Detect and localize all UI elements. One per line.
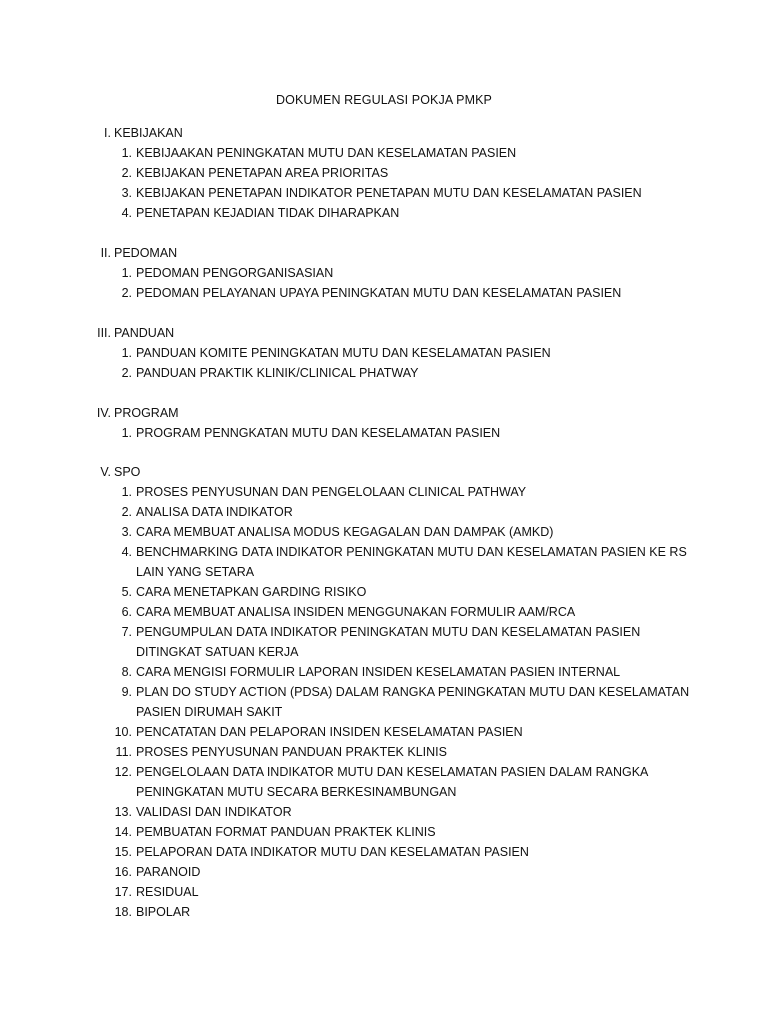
item-number: 13.: [114, 805, 132, 819]
section-label: SPO: [114, 465, 141, 479]
item-number: 2.: [121, 286, 132, 300]
item-number: 1.: [121, 146, 132, 160]
item-text: PEMBUATAN FORMAT PANDUAN PRAKTEK KLINIS: [136, 825, 436, 839]
item-text: PENETAPAN KEJADIAN TIDAK DIHARAPKAN: [136, 206, 400, 220]
list-item: [0, 862, 768, 882]
section-heading: [0, 323, 768, 343]
list-item: [0, 602, 768, 622]
list-item: [0, 802, 768, 822]
item-number: 10.: [114, 725, 132, 739]
item-text: RESIDUAL: [136, 885, 199, 899]
section-program: [0, 403, 768, 443]
list-item: [0, 343, 768, 363]
item-text: VALIDASI DAN INDIKATOR: [136, 805, 292, 819]
document-title: DOKUMEN REGULASI POKJA PMKP: [276, 93, 492, 107]
list-item: [0, 662, 768, 682]
item-number: 2.: [121, 166, 132, 180]
section-kebijakan: [0, 123, 768, 223]
item-text: PEDOMAN PENGORGANISASIAN: [136, 266, 334, 280]
item-text: KEBIJAAKAN PENINGKATAN MUTU DAN KESELAMATAN PASIEN: [136, 146, 517, 160]
section-heading: [0, 123, 768, 143]
item-text: KEBIJAKAN PENETAPAN INDIKATOR PENETAPAN MUTU DAN KESELAMATAN PASIEN: [136, 186, 642, 200]
item-number: 15.: [114, 845, 132, 859]
list-item: [0, 283, 768, 303]
item-number: 17.: [114, 885, 132, 899]
item-text: BIPOLAR: [136, 905, 191, 919]
section-numeral: V.: [100, 465, 111, 479]
list-item: [0, 582, 768, 602]
section-item-list: [0, 423, 768, 443]
list-item: [0, 822, 768, 842]
list-item: [0, 203, 768, 223]
item-text: KEBIJAKAN PENETAPAN AREA PRIORITAS: [136, 166, 389, 180]
section-item-list: [0, 343, 768, 383]
section-numeral: II.: [100, 246, 111, 260]
list-item: [0, 742, 768, 762]
item-text: PROSES PENYUSUNAN DAN PENGELOLAAN CLINICAL PATHWAY: [136, 485, 527, 499]
item-number: 3.: [121, 525, 132, 539]
item-number: 18.: [114, 905, 132, 919]
item-number: 16.: [114, 865, 132, 879]
item-number: 8.: [121, 665, 132, 679]
item-number: 6.: [121, 605, 132, 619]
item-text: CARA MEMBUAT ANALISA INSIDEN MENGGUNAKAN FORMULIR AAM/RCA: [136, 605, 576, 619]
list-item: [0, 522, 768, 542]
list-item: [0, 263, 768, 283]
item-number: 2.: [121, 505, 132, 519]
item-number: 9.: [121, 685, 132, 699]
section-spo: [0, 462, 768, 922]
list-item: [0, 722, 768, 742]
list-item: [0, 482, 768, 502]
item-text: PANDUAN PRAKTIK KLINIK/CLINICAL PHATWAY: [136, 366, 419, 380]
section-heading: [0, 403, 768, 423]
item-text: PARANOID: [136, 865, 201, 879]
list-item: [0, 363, 768, 383]
item-number: 3.: [121, 186, 132, 200]
section-numeral: I.: [104, 126, 111, 140]
item-text: PEDOMAN PELAYANAN UPAYA PENINGKATAN MUTU DAN KESELAMATAN PASIEN: [136, 286, 622, 300]
list-item: [0, 902, 768, 922]
list-item: [0, 842, 768, 862]
list-item: [0, 163, 768, 183]
section-heading: [0, 243, 768, 263]
item-text: PANDUAN KOMITE PENINGKATAN MUTU DAN KESELAMATAN PASIEN: [136, 346, 551, 360]
list-item: [0, 502, 768, 522]
item-number: 2.: [121, 366, 132, 380]
item-text: ANALISA DATA INDIKATOR: [136, 505, 293, 519]
item-number: 1.: [121, 426, 132, 440]
section-numeral: IV.: [96, 406, 111, 420]
list-item: [0, 622, 768, 662]
item-text: PENGUMPULAN DATA INDIKATOR PENINGKATAN MUTU DAN KESELAMATAN PASIEN DITINGKAT SATUAN KERJA: [136, 625, 641, 659]
item-number: 1.: [121, 346, 132, 360]
section-item-list: [0, 263, 768, 303]
item-number: 1.: [121, 266, 132, 280]
item-number: 5.: [121, 585, 132, 599]
section-numeral: III.: [97, 326, 111, 340]
item-text: PLAN DO STUDY ACTION (PDSA) DALAM RANGKA PENINGKATAN MUTU DAN KESELAMATAN PASIEN DIRUMAH SAKIT: [136, 685, 690, 719]
section-item-list: [0, 143, 768, 223]
item-text: CARA MENETAPKAN GARDING RISIKO: [136, 585, 367, 599]
section-pedoman: [0, 243, 768, 303]
section-label: PANDUAN: [114, 326, 175, 340]
item-text: CARA MEMBUAT ANALISA MODUS KEGAGALAN DAN DAMPAK (AMKD): [136, 525, 554, 539]
item-number: 1.: [121, 485, 132, 499]
item-text: BENCHMARKING DATA INDIKATOR PENINGKATAN MUTU DAN KESELAMATAN PASIEN KE RS LAIN YANG SETARA: [136, 545, 687, 579]
list-item: [0, 542, 768, 582]
section-panduan: [0, 323, 768, 383]
list-item: [0, 423, 768, 443]
item-number: 7.: [121, 625, 132, 639]
section-label: PROGRAM: [114, 406, 179, 420]
section-label: PEDOMAN: [114, 246, 178, 260]
item-number: 14.: [114, 825, 132, 839]
item-text: CARA MENGISI FORMULIR LAPORAN INSIDEN KESELAMATAN PASIEN INTERNAL: [136, 665, 621, 679]
item-text: PENGELOLAAN DATA INDIKATOR MUTU DAN KESELAMATAN PASIEN DALAM RANGKA PENINGKATAN MUTU SECARA BERKESINAMBUNGAN: [136, 765, 648, 799]
item-number: 12.: [114, 765, 132, 779]
list-item: [0, 183, 768, 203]
list-item: [0, 882, 768, 902]
list-item: [0, 762, 768, 802]
item-number: 4.: [121, 545, 132, 559]
section-heading: [0, 462, 768, 482]
list-item: [0, 143, 768, 163]
section-item-list: [0, 482, 768, 922]
item-number: 11.: [115, 745, 132, 759]
item-text: PELAPORAN DATA INDIKATOR MUTU DAN KESELAMATAN PASIEN: [136, 845, 529, 859]
item-text: PENCATATAN DAN PELAPORAN INSIDEN KESELAMATAN PASIEN: [136, 725, 523, 739]
item-text: PROSES PENYUSUNAN PANDUAN PRAKTEK KLINIS: [136, 745, 447, 759]
item-text: PROGRAM PENNGKATAN MUTU DAN KESELAMATAN PASIEN: [136, 426, 501, 440]
list-item: [0, 682, 768, 722]
item-number: 4.: [121, 206, 132, 220]
section-label: KEBIJAKAN: [114, 126, 183, 140]
